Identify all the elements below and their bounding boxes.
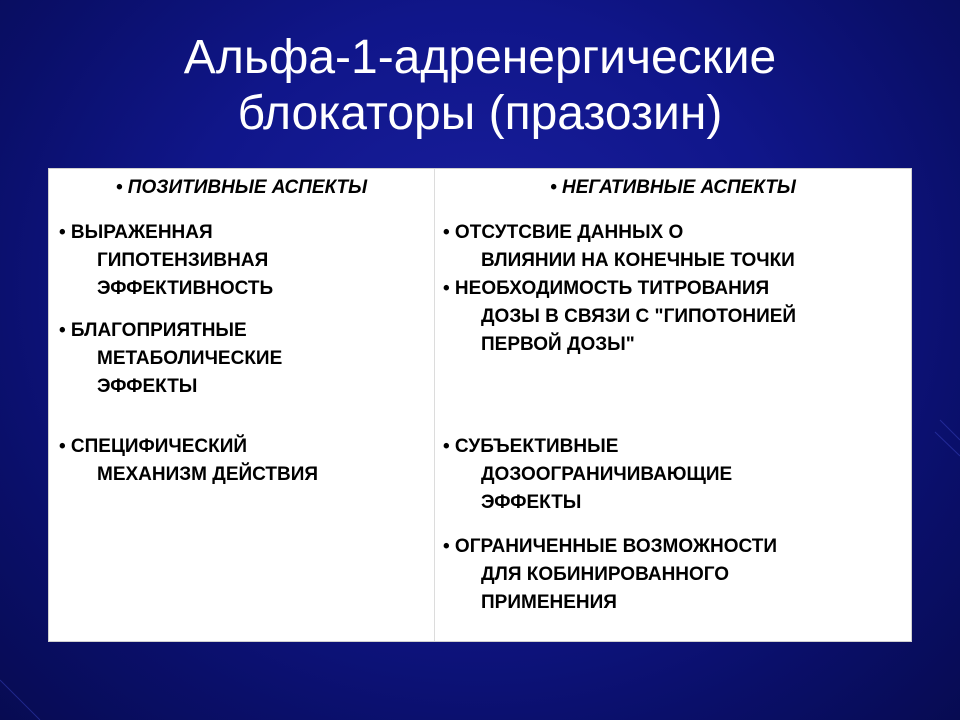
negative-item-4 — [443, 533, 777, 617]
positive-item-3-line-1: • СПЕЦИФИЧЕСКИЙ — [59, 436, 248, 457]
negative-item-2 — [443, 275, 796, 359]
positive-item-1-line-2: ГИПОТЕНЗИВНАЯ — [97, 250, 269, 271]
slide-title — [0, 30, 960, 142]
negative-item-4-line-2: ДЛЯ КОБИНИРОВАННОГО — [481, 564, 730, 585]
negative-header: • НЕГАТИВНЫЕ АСПЕКТЫ — [550, 177, 796, 198]
positive-item-2-line-3: ЭФФЕКТЫ — [97, 376, 198, 397]
positive-item-1-line-3: ЭФФЕКТИВНОСТЬ — [97, 278, 274, 299]
title-line-1: Альфа-1-адренергические — [183, 31, 777, 84]
negative-item-2-line-3: ПЕРВОЙ ДОЗЫ" — [481, 334, 635, 355]
negative-item-3 — [443, 433, 732, 517]
positive-item-3-line-2: МЕХАНИЗМ ДЕЙСТВИЯ — [97, 464, 319, 485]
positive-item-2-line-2: МЕТАБОЛИЧЕСКИЕ — [97, 348, 283, 369]
negative-item-2-line-1: • НЕОБХОДИМОСТЬ ТИТРОВАНИЯ — [443, 278, 770, 299]
positive-item-2 — [59, 317, 282, 401]
column-divider — [434, 169, 435, 641]
negative-item-3-line-2: ДОЗООГРАНИЧИВАЮЩИЕ — [481, 464, 733, 485]
positive-item-1 — [59, 219, 273, 303]
negative-item-1-line-1: • ОТСУТСВИЕ ДАННЫХ О — [443, 222, 684, 243]
negative-item-1 — [443, 219, 795, 275]
negative-item-3-line-1: • СУБЪЕКТИВНЫЕ — [443, 436, 619, 457]
negative-item-4-line-1: • ОГРАНИЧЕННЫЕ ВОЗМОЖНОСТИ — [443, 536, 778, 557]
positive-item-2-line-1: • БЛАГОПРИЯТНЫЕ — [59, 320, 247, 341]
negative-item-1-line-2: ВЛИЯНИИ НА КОНЕЧНЫЕ ТОЧКИ — [481, 250, 795, 271]
negative-item-4-line-3: ПРИМЕНЕНИЯ — [481, 592, 617, 613]
positive-item-1-line-1: • ВЫРАЖЕННАЯ — [59, 222, 213, 243]
positive-item-3 — [59, 433, 318, 489]
negative-item-3-line-3: ЭФФЕКТЫ — [481, 492, 582, 513]
positive-header: • ПОЗИТИВНЫЕ АСПЕКТЫ — [115, 177, 368, 198]
negative-item-2-line-2: ДОЗЫ В СВЯЗИ С "ГИПОТОНИЕЙ — [481, 306, 797, 327]
comparison-table — [48, 168, 912, 642]
title-line-2: блокаторы (празозин) — [237, 87, 723, 140]
